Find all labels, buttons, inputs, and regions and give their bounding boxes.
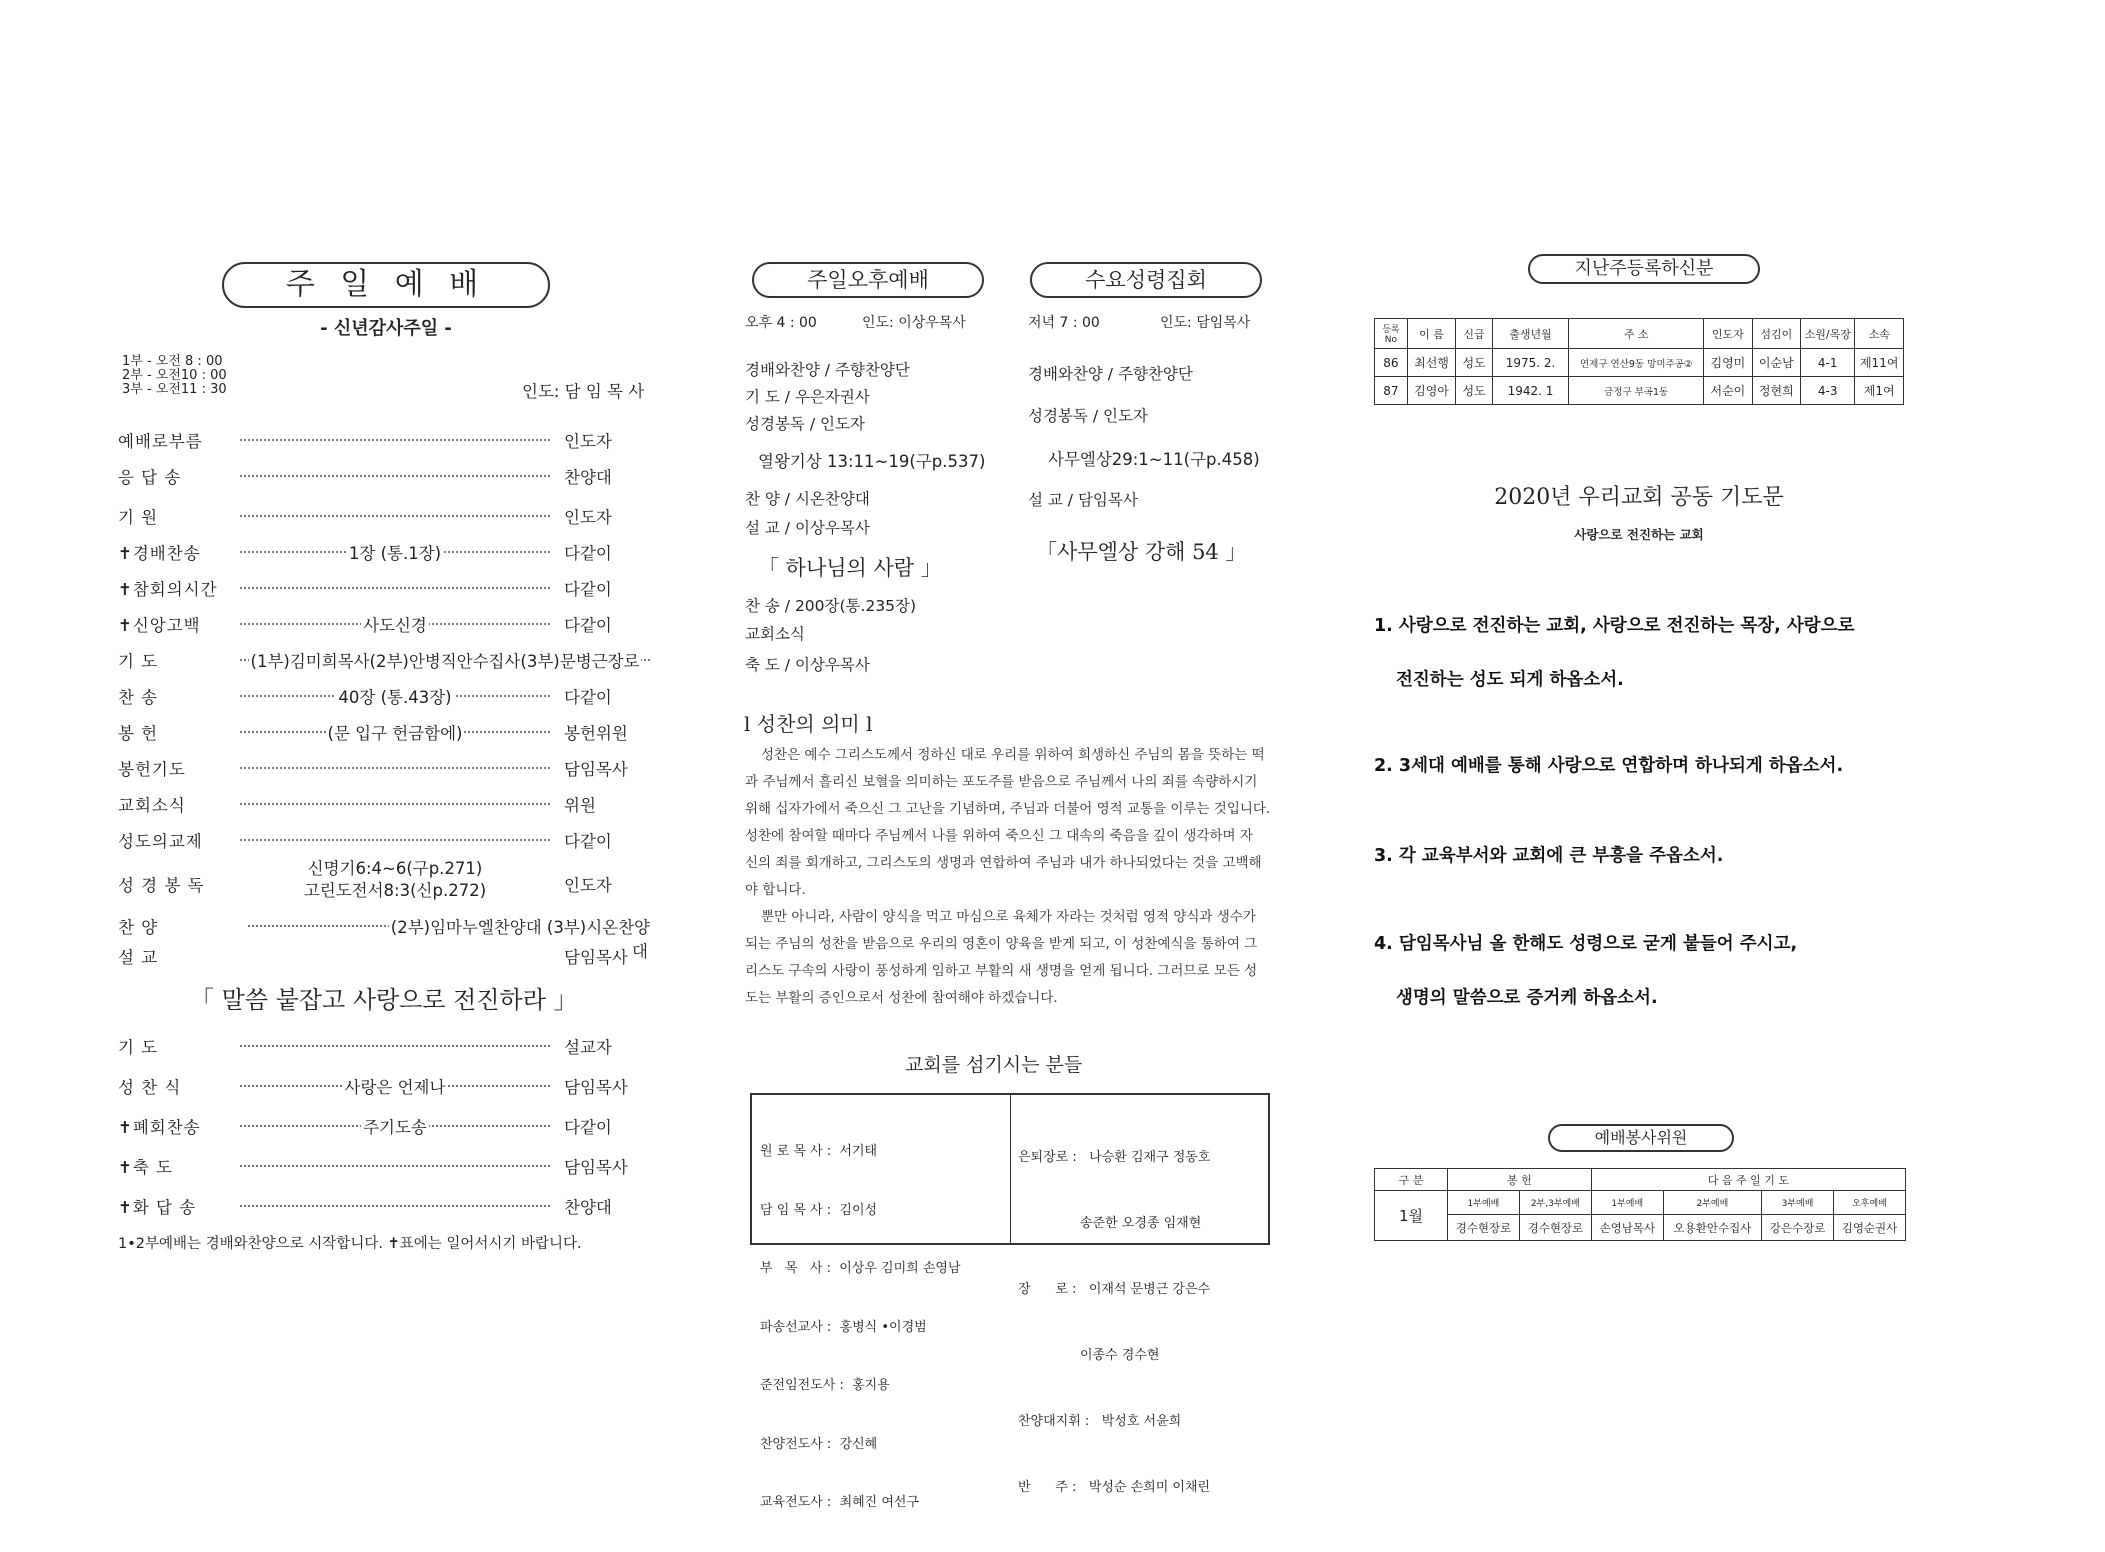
header-cell: 인도자	[1704, 319, 1752, 349]
afternoon-item: 경배와찬양 / 주향찬양단	[745, 361, 910, 379]
staff-line: 준전임전도사 : 홍지용	[760, 1378, 890, 1393]
footnote: 1•2부예배는 경배와찬양으로 시작합니다. ✝표에는 일어서시기 바랍니다.	[118, 1236, 582, 1252]
staff-line: 찬양대지휘 : 박성호 서윤희	[1018, 1414, 1182, 1429]
cell: 1부예배	[1448, 1191, 1520, 1215]
order-row	[118, 572, 650, 602]
cell: 강은수장로	[1762, 1215, 1834, 1241]
order-detail: (2부)임마누엘찬양대 (3부)시온찬양대	[390, 918, 650, 961]
staff-line: 부 목 사 : 이상우 김미희 손영남	[760, 1261, 961, 1276]
order-responsible: 설교자	[564, 1038, 612, 1057]
staff-line: 찬양전도사 : 강신혜	[760, 1436, 878, 1452]
essay-line: 성찬은 예수 그리스도께서 정하신 대로 우리를 위하여 희생하신 주님의 몸을 뜻하는 떡	[761, 747, 1265, 763]
header-cell: 소원/목장	[1801, 319, 1855, 349]
leader-dots	[240, 475, 550, 477]
order-responsible: 다같이	[564, 832, 612, 851]
leader-dots	[240, 439, 550, 441]
order-row	[118, 1110, 650, 1140]
prayer-item-4: 4. 담임목사님 올 한해도 성령으로 굳게 붙들어 주시고,	[1374, 934, 1798, 954]
staff-title: 교회를 섬기시는 분들	[905, 1054, 1083, 1076]
order-label: 찬 송	[118, 688, 159, 707]
table-row	[1375, 1191, 1906, 1215]
wednesday-item: 설 교 / 담임목사	[1028, 491, 1138, 509]
leader-dots	[240, 803, 550, 805]
table-row	[1375, 1215, 1906, 1241]
cell: 87	[1375, 377, 1408, 405]
order-row	[118, 644, 650, 674]
order-label: ✝참회의시간	[118, 580, 218, 599]
prayer-item-1-cont: 전진하는 성도 되게 하옵소서.	[1396, 670, 1624, 690]
afternoon-scripture: 열왕기상 13:11~19(구p.537)	[758, 452, 986, 471]
prayer-subtitle: 사랑으로 전진하는 교회	[1574, 527, 1704, 542]
order-responsible: 인도자	[564, 876, 612, 895]
leader-dots	[240, 1205, 550, 1207]
header-cell: 다 음 주 일 기 도	[1591, 1169, 1905, 1191]
order-label: ✝화 답 송	[118, 1198, 197, 1217]
staff-line: 담 임 목 사 : 김이성	[760, 1202, 878, 1218]
cell: 3부예배	[1762, 1191, 1834, 1215]
order-responsible: 담임목사	[564, 948, 628, 967]
cell: 1부예배	[1591, 1191, 1663, 1215]
afternoon-item: 성경봉독 / 인도자	[745, 415, 865, 433]
essay-line: 뿐만 아니라, 사람이 양식을 먹고 마심으로 육체가 자라는 것처럼 영적 양식과 생수가	[761, 909, 1256, 925]
order-responsible: 봉헌위원	[564, 724, 628, 743]
staff-line: 교육전도사 : 최혜진 여선구	[760, 1495, 920, 1510]
order-responsible: 담임목사	[564, 760, 628, 779]
order-label: ✝축 도	[118, 1158, 173, 1177]
servers-title: 예배봉사위원	[1548, 1124, 1734, 1152]
order-detail: (문 입구 헌금함에)	[327, 724, 463, 743]
leader-dots	[240, 515, 550, 517]
cell: 2부예배	[1663, 1191, 1761, 1215]
order-detail: (1부)김미희목사(2부)안병직안수집사(3부)문병근장로	[250, 652, 640, 671]
afternoon-item: 설 교 / 이상우목사	[745, 519, 870, 537]
main-service-title: 주 일 예 배	[222, 262, 550, 308]
cell: 김영아	[1407, 377, 1455, 405]
wednesday-scripture: 사무엘상29:1~11(구p.458)	[1048, 450, 1260, 469]
afternoon-service-title: 주일오후예배	[752, 262, 984, 298]
scripture-reading	[240, 858, 550, 902]
essay-line: 야 합니다.	[745, 882, 806, 898]
order-row	[118, 1150, 650, 1180]
order-row	[118, 1030, 650, 1060]
sermon-title: 「 말씀 붙잡고 사랑으로 전진하라 」	[190, 986, 578, 1014]
order-responsible: 위원	[564, 796, 596, 815]
header-cell: 신급	[1456, 319, 1493, 349]
month-cell: 1월	[1375, 1191, 1448, 1241]
cell: 1942. 1	[1492, 377, 1568, 405]
essay-body	[745, 742, 1273, 1012]
table-header-row	[1375, 1169, 1906, 1191]
staff-line: 은퇴장로 : 나승환 김재구 정동호	[1018, 1150, 1211, 1165]
staff-line: 원 로 목 사 : 서기태	[760, 1144, 878, 1159]
order-label: 성 경 봉 독	[118, 876, 205, 895]
header-cell: 소속	[1855, 319, 1904, 349]
prayer-item-1: 1. 사랑으로 전진하는 교회, 사랑으로 전진하는 목장, 사랑으로	[1374, 616, 1855, 636]
cell: 오후예배	[1834, 1191, 1906, 1215]
table-row	[1375, 377, 1904, 405]
cell: 서순이	[1704, 377, 1752, 405]
order-row-sermon	[118, 940, 650, 970]
order-detail: 사랑은 언제나	[344, 1078, 446, 1097]
order-row	[118, 608, 650, 638]
servers-table	[1374, 1168, 1906, 1241]
essay-line: 되는 주님의 성찬을 받음으로 우리의 영혼이 양육을 받게 되고, 이 성찬예식을 통하여 그	[745, 936, 1258, 952]
order-row-scripture	[118, 858, 650, 906]
cell: 제1여	[1855, 377, 1904, 405]
time-1: 1부 - 오전 8 : 00	[122, 354, 223, 369]
afternoon-item: 축 도 / 이상우목사	[745, 656, 870, 674]
header-cell: 주 소	[1569, 319, 1704, 349]
table-header-row	[1375, 319, 1904, 349]
afternoon-item: 찬 양 / 시온찬양대	[745, 490, 870, 508]
scripture-1: 신명기6:4~6(구p.271)	[307, 859, 483, 878]
service-subtitle: - 신년감사주일 -	[320, 318, 452, 339]
cell: 오용환안수집사	[1663, 1215, 1761, 1241]
staff-box	[750, 1093, 1270, 1510]
order-label: 성 찬 식	[118, 1078, 182, 1097]
cell: 성도	[1456, 377, 1493, 405]
leader-dots	[240, 767, 550, 769]
order-responsible: 다같이	[564, 688, 612, 707]
afternoon-sermon-title: 「 하나님의 사람 」	[758, 556, 942, 580]
staff-line: 이종수 경수현	[1018, 1348, 1160, 1363]
essay-line: 성찬에 참여할 때마다 주님께서 나를 위하여 죽으신 그 대속의 죽음을 깊이 생각하며 자	[745, 828, 1253, 844]
staff-divider	[1010, 1095, 1011, 1243]
header-cell: 출생년월	[1492, 319, 1568, 349]
cell: 86	[1375, 349, 1408, 377]
order-label: ✝신앙고백	[118, 616, 201, 635]
afternoon-item: 교회소식	[745, 625, 805, 643]
staff-right	[1018, 1103, 1210, 1543]
order-row	[118, 716, 650, 746]
essay-line: 도는 부활의 증인으로서 성찬에 참여해야 하겠습니다.	[745, 990, 1058, 1006]
leader-dots	[240, 1045, 550, 1047]
order-responsible: 인도자	[564, 432, 612, 451]
order-detail: 주기도송	[363, 1118, 427, 1137]
order-detail: 40장 (통.43장)	[338, 688, 452, 707]
order-label: 찬 양	[118, 918, 159, 937]
prayer-title: 2020년 우리교회 공동 기도문	[1494, 485, 1784, 510]
cell: 이순남	[1752, 349, 1800, 377]
order-label: 기 도	[118, 652, 159, 671]
wednesday-sermon-title: 「사무엘상 강해 54 」	[1036, 540, 1247, 564]
order-row	[118, 1070, 650, 1100]
order-responsible: 담임목사	[564, 1158, 628, 1177]
cell: 손영남목사	[1591, 1215, 1663, 1241]
cell: 경수현장로	[1448, 1215, 1520, 1241]
order-responsible: 찬양대	[564, 468, 612, 487]
staff-line: 파송선교사 : 홍병식 •이경범	[760, 1319, 927, 1335]
leader-dots	[240, 1165, 550, 1167]
order-row	[118, 680, 650, 710]
afternoon-item: 찬 송 / 200장(통.235장)	[745, 597, 917, 615]
essay-line: 신의 죄를 회개하고, 그리스도의 생명과 연합하여 주님과 내가 하나되었다는 것을 고백해	[745, 855, 1262, 871]
cell: 4-3	[1801, 377, 1855, 405]
order-label: 교회소식	[118, 796, 186, 815]
wednesday-time: 저녁 7 : 00	[1028, 315, 1100, 331]
order-row	[118, 1190, 650, 1220]
order-label: ✝폐회찬송	[118, 1118, 201, 1137]
cell: 4-1	[1801, 349, 1855, 377]
order-label: 응 답 송	[118, 468, 182, 487]
order-label: 기 도	[118, 1038, 159, 1057]
header-cell: 봉 헌	[1448, 1169, 1592, 1191]
prayer-item-3: 3. 각 교육부서와 교회에 큰 부흥을 주옵소서.	[1374, 846, 1724, 866]
order-row	[118, 824, 650, 854]
afternoon-item: 기 도 / 우은자권사	[745, 388, 870, 406]
order-label: 기 원	[118, 508, 159, 527]
cell: 김영미	[1704, 349, 1752, 377]
order-responsible: 다같이	[564, 580, 612, 599]
order-row	[118, 536, 650, 566]
order-responsible: 담임목사	[564, 1078, 628, 1097]
time-2: 2부 - 오전10 : 00	[122, 368, 227, 383]
header-cell: 이 름	[1407, 319, 1455, 349]
order-responsible: 찬양대	[564, 1198, 612, 1217]
order-row	[118, 460, 650, 490]
table-row	[1375, 349, 1904, 377]
newcomers-table	[1374, 318, 1904, 405]
order-row	[118, 500, 650, 530]
essay-line: 과 주님께서 흘리신 보혈을 의미하는 포도주를 받음으로 주님께서 나의 죄를 속량하시기	[745, 774, 1258, 790]
afternoon-leader: 인도: 이상우목사	[862, 315, 966, 331]
order-responsible: 다같이	[564, 544, 612, 563]
cell: 최선행	[1407, 349, 1455, 377]
cell: 제11여	[1855, 349, 1904, 377]
order-label: 예배로부름	[118, 432, 203, 451]
staff-line: 송준한 오경종 임재현	[1018, 1216, 1202, 1231]
leader-dots	[240, 587, 550, 589]
cell: 정현희	[1752, 377, 1800, 405]
prayer-item-4-cont: 생명의 말씀으로 증거케 하옵소서.	[1396, 988, 1658, 1008]
essay-line: 리스도 구속의 사랑이 풍성하게 임하고 부활의 새 생명을 얻게 됩니다. 그러므로 모든 성	[745, 963, 1258, 979]
order-label: 성도의교제	[118, 832, 203, 851]
order-row	[118, 788, 650, 818]
order-responsible: 인도자	[564, 508, 612, 527]
cell: 성도	[1456, 349, 1493, 377]
wednesday-leader: 인도: 담임목사	[1160, 315, 1251, 331]
staff-line: 장 로 : 이재석 문병근 강은수	[1018, 1282, 1211, 1297]
cell: 연제구 연산9동 망미주공②	[1569, 349, 1704, 377]
wednesday-service-title: 수요성령집회	[1030, 262, 1262, 298]
afternoon-time: 오후 4 : 00	[745, 315, 817, 331]
order-detail: 사도신경	[363, 616, 427, 635]
order-detail: 1장 (통.1장)	[348, 544, 442, 563]
header-cell: 등록No	[1375, 319, 1408, 349]
cell: 1975. 2.	[1492, 349, 1568, 377]
order-label: 봉헌기도	[118, 760, 186, 779]
order-label: 봉 헌	[118, 724, 159, 743]
wednesday-item: 성경봉독 / 인도자	[1028, 407, 1148, 425]
staff-left	[760, 1103, 961, 1552]
essay-line: 위해 십자가에서 죽으신 그 고난을 기념하며, 주님과 더불어 영적 교통을 이루는 것입니다.	[745, 801, 1271, 817]
essay-title: l 성찬의 의미 l	[744, 712, 873, 736]
service-times	[122, 355, 227, 397]
cell: 2부,3부예배	[1519, 1191, 1591, 1215]
service-leader: 인도: 담 임 목 사	[522, 382, 645, 401]
order-responsible: 다같이	[564, 616, 612, 635]
newcomers-title: 지난주등록하신분	[1528, 254, 1760, 284]
header-cell: 구 분	[1375, 1169, 1448, 1191]
header-cell: 섬김이	[1752, 319, 1800, 349]
staff-line: 반 주 : 박성순 손희미 이채린	[1018, 1480, 1211, 1495]
order-label: ✝경배찬송	[118, 544, 201, 563]
leader-dots	[240, 839, 550, 841]
order-label: 설 교	[118, 948, 159, 967]
prayer-item-2: 2. 3세대 예배를 통해 사랑으로 연합하며 하나되게 하옵소서.	[1374, 756, 1844, 776]
order-row	[118, 752, 650, 782]
cell: 금정구 부곡1동	[1569, 377, 1704, 405]
cell: 김영순권사	[1834, 1215, 1906, 1241]
cell: 경수현장로	[1519, 1215, 1591, 1241]
order-responsible: 다같이	[564, 1118, 612, 1137]
time-3: 3부 - 오전11 : 30	[122, 382, 227, 397]
order-row	[118, 424, 650, 454]
wednesday-item: 경배와찬양 / 주향찬양단	[1028, 365, 1193, 383]
scripture-2: 고린도전서8:3(신p.272)	[303, 881, 487, 900]
